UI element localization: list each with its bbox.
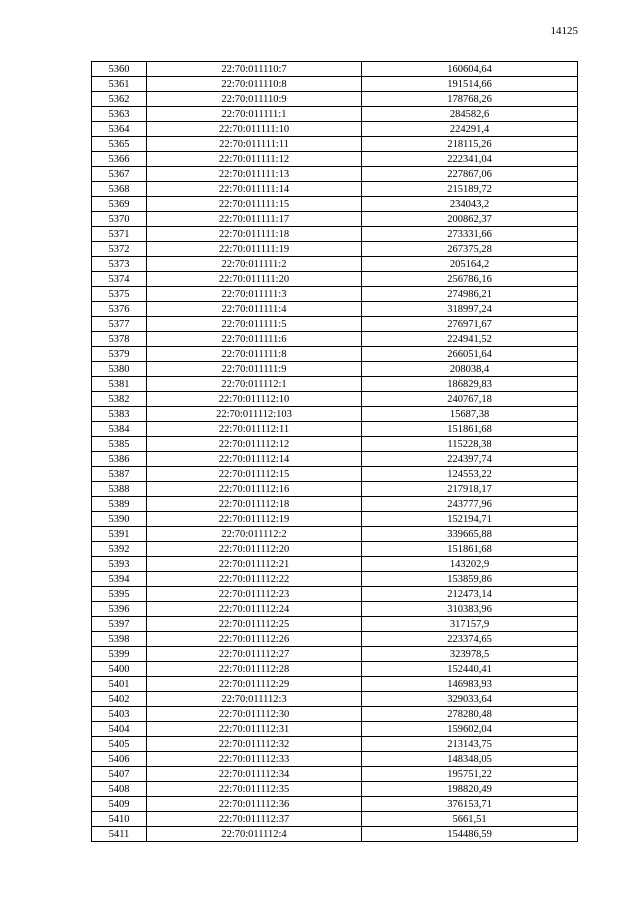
table-row (92, 782, 578, 797)
row-number-cell: 5371 (92, 227, 147, 242)
table-row (92, 332, 578, 347)
row-number-cell: 5407 (92, 767, 147, 782)
row-number-cell: 5374 (92, 272, 147, 287)
row-number-cell: 5362 (92, 92, 147, 107)
cadastral-number-cell: 22:70:011111:13 (147, 167, 362, 182)
row-number-cell: 5366 (92, 152, 147, 167)
cadastral-number-cell: 22:70:011112:35 (147, 782, 362, 797)
row-number-cell: 5376 (92, 302, 147, 317)
row-number-cell: 5369 (92, 197, 147, 212)
value-cell: 317157,9 (362, 617, 578, 632)
table-row (92, 317, 578, 332)
cadastral-number-cell: 22:70:011112:18 (147, 497, 362, 512)
value-cell: 376153,71 (362, 797, 578, 812)
table-row (92, 557, 578, 572)
table-row (92, 167, 578, 182)
value-cell: 124553,22 (362, 467, 578, 482)
value-cell: 240767,18 (362, 392, 578, 407)
cadastral-number-cell: 22:70:011111:8 (147, 347, 362, 362)
cadastral-number-cell: 22:70:011112:34 (147, 767, 362, 782)
value-cell: 159602,04 (362, 722, 578, 737)
row-number-cell: 5408 (92, 782, 147, 797)
page-number: 14125 (550, 25, 578, 37)
table-row (92, 617, 578, 632)
cadastral-number-cell: 22:70:011112:11 (147, 422, 362, 437)
cadastral-number-cell: 22:70:011112:3 (147, 692, 362, 707)
value-cell: 160604,64 (362, 62, 578, 77)
row-number-cell: 5377 (92, 317, 147, 332)
row-number-cell: 5385 (92, 437, 147, 452)
value-cell: 213143,75 (362, 737, 578, 752)
table-row (92, 137, 578, 152)
table-row (92, 467, 578, 482)
table-row (92, 272, 578, 287)
cadastral-number-cell: 22:70:011111:14 (147, 182, 362, 197)
table-row (92, 797, 578, 812)
table-row (92, 662, 578, 677)
table-row (92, 302, 578, 317)
value-cell: 224941,52 (362, 332, 578, 347)
value-cell: 256786,16 (362, 272, 578, 287)
row-number-cell: 5360 (92, 62, 147, 77)
cadastral-number-cell: 22:70:011110:8 (147, 77, 362, 92)
table-row (92, 152, 578, 167)
value-cell: 276971,67 (362, 317, 578, 332)
value-cell: 266051,64 (362, 347, 578, 362)
row-number-cell: 5380 (92, 362, 147, 377)
cadastral-number-cell: 22:70:011111:6 (147, 332, 362, 347)
value-cell: 323978,5 (362, 647, 578, 662)
value-cell: 267375,28 (362, 242, 578, 257)
table-row (92, 707, 578, 722)
table-row (92, 542, 578, 557)
value-cell: 151861,68 (362, 542, 578, 557)
value-cell: 186829,83 (362, 377, 578, 392)
table-row (92, 197, 578, 212)
value-cell: 200862,37 (362, 212, 578, 227)
cadastral-number-cell: 22:70:011112:1 (147, 377, 362, 392)
table-row (92, 497, 578, 512)
row-number-cell: 5395 (92, 587, 147, 602)
cadastral-number-cell: 22:70:011111:11 (147, 137, 362, 152)
value-cell: 5661,51 (362, 812, 578, 827)
table-row (92, 92, 578, 107)
row-number-cell: 5403 (92, 707, 147, 722)
row-number-cell: 5388 (92, 482, 147, 497)
table-row (92, 437, 578, 452)
row-number-cell: 5367 (92, 167, 147, 182)
value-cell: 151861,68 (362, 422, 578, 437)
row-number-cell: 5402 (92, 692, 147, 707)
value-cell: 15687,38 (362, 407, 578, 422)
cadastral-number-cell: 22:70:011111:9 (147, 362, 362, 377)
table-row (92, 347, 578, 362)
row-number-cell: 5401 (92, 677, 147, 692)
cadastral-number-cell: 22:70:011112:10 (147, 392, 362, 407)
row-number-cell: 5370 (92, 212, 147, 227)
table-row (92, 287, 578, 302)
value-cell: 191514,66 (362, 77, 578, 92)
cadastral-number-cell: 22:70:011111:10 (147, 122, 362, 137)
table-row (92, 227, 578, 242)
value-cell: 195751,22 (362, 767, 578, 782)
table-row (92, 737, 578, 752)
value-cell: 154486,59 (362, 827, 578, 842)
row-number-cell: 5389 (92, 497, 147, 512)
cadastral-number-cell: 22:70:011112:12 (147, 437, 362, 452)
value-cell: 215189,72 (362, 182, 578, 197)
cadastral-number-cell: 22:70:011112:24 (147, 602, 362, 617)
row-number-cell: 5364 (92, 122, 147, 137)
row-number-cell: 5398 (92, 632, 147, 647)
table-row (92, 602, 578, 617)
cadastral-number-cell: 22:70:011112:19 (147, 512, 362, 527)
cadastral-number-cell: 22:70:011112:33 (147, 752, 362, 767)
row-number-cell: 5396 (92, 602, 147, 617)
table-row (92, 827, 578, 842)
row-number-cell: 5391 (92, 527, 147, 542)
value-cell: 284582,6 (362, 107, 578, 122)
table-row (92, 482, 578, 497)
cadastral-number-cell: 22:70:011112:23 (147, 587, 362, 602)
table-row (92, 752, 578, 767)
table-row (92, 512, 578, 527)
table-row (92, 812, 578, 827)
row-number-cell: 5378 (92, 332, 147, 347)
value-cell: 115228,38 (362, 437, 578, 452)
row-number-cell: 5383 (92, 407, 147, 422)
row-number-cell: 5390 (92, 512, 147, 527)
value-cell: 274986,21 (362, 287, 578, 302)
cadastral-number-cell: 22:70:011112:32 (147, 737, 362, 752)
table-row (92, 62, 578, 77)
row-number-cell: 5387 (92, 467, 147, 482)
row-number-cell: 5404 (92, 722, 147, 737)
cadastral-number-cell: 22:70:011112:28 (147, 662, 362, 677)
cadastral-number-cell: 22:70:011112:2 (147, 527, 362, 542)
table-body (92, 62, 578, 842)
row-number-cell: 5406 (92, 752, 147, 767)
row-number-cell: 5373 (92, 257, 147, 272)
cadastral-number-cell: 22:70:011112:37 (147, 812, 362, 827)
cadastral-number-cell: 22:70:011112:14 (147, 452, 362, 467)
cadastral-number-cell: 22:70:011112:15 (147, 467, 362, 482)
table-row (92, 362, 578, 377)
table-row (92, 692, 578, 707)
table-row (92, 77, 578, 92)
cadastral-number-cell: 22:70:011112:27 (147, 647, 362, 662)
cadastral-number-cell: 22:70:011111:17 (147, 212, 362, 227)
row-number-cell: 5361 (92, 77, 147, 92)
table-row (92, 407, 578, 422)
table-row (92, 677, 578, 692)
cadastral-number-cell: 22:70:011111:1 (147, 107, 362, 122)
cadastral-number-cell: 22:70:011111:2 (147, 257, 362, 272)
value-cell: 205164,2 (362, 257, 578, 272)
row-number-cell: 5394 (92, 572, 147, 587)
value-cell: 146983,93 (362, 677, 578, 692)
row-number-cell: 5393 (92, 557, 147, 572)
value-cell: 208038,4 (362, 362, 578, 377)
cadastral-number-cell: 22:70:011111:19 (147, 242, 362, 257)
cadastral-number-cell: 22:70:011111:5 (147, 317, 362, 332)
cadastral-number-cell: 22:70:011111:3 (147, 287, 362, 302)
row-number-cell: 5379 (92, 347, 147, 362)
value-cell: 222341,04 (362, 152, 578, 167)
row-number-cell: 5411 (92, 827, 147, 842)
value-cell: 148348,05 (362, 752, 578, 767)
table-row (92, 722, 578, 737)
cadastral-value-table (91, 61, 578, 842)
cadastral-number-cell: 22:70:011112:26 (147, 632, 362, 647)
value-cell: 152194,71 (362, 512, 578, 527)
row-number-cell: 5392 (92, 542, 147, 557)
row-number-cell: 5386 (92, 452, 147, 467)
value-cell: 198820,49 (362, 782, 578, 797)
value-cell: 273331,66 (362, 227, 578, 242)
table-row (92, 572, 578, 587)
table-row (92, 257, 578, 272)
cadastral-number-cell: 22:70:011112:4 (147, 827, 362, 842)
table-row (92, 377, 578, 392)
table-row (92, 392, 578, 407)
value-cell: 329033,64 (362, 692, 578, 707)
row-number-cell: 5405 (92, 737, 147, 752)
table-row (92, 587, 578, 602)
value-cell: 227867,06 (362, 167, 578, 182)
row-number-cell: 5410 (92, 812, 147, 827)
value-cell: 339665,88 (362, 527, 578, 542)
cadastral-number-cell: 22:70:011110:7 (147, 62, 362, 77)
value-cell: 278280,48 (362, 707, 578, 722)
cadastral-number-cell: 22:70:011112:25 (147, 617, 362, 632)
value-cell: 224291,4 (362, 122, 578, 137)
cadastral-number-cell: 22:70:011111:12 (147, 152, 362, 167)
value-cell: 178768,26 (362, 92, 578, 107)
row-number-cell: 5381 (92, 377, 147, 392)
value-cell: 318997,24 (362, 302, 578, 317)
row-number-cell: 5372 (92, 242, 147, 257)
row-number-cell: 5375 (92, 287, 147, 302)
table-row (92, 182, 578, 197)
row-number-cell: 5409 (92, 797, 147, 812)
table-row (92, 122, 578, 137)
value-cell: 223374,65 (362, 632, 578, 647)
row-number-cell: 5399 (92, 647, 147, 662)
cadastral-number-cell: 22:70:011112:36 (147, 797, 362, 812)
table-row (92, 212, 578, 227)
cadastral-number-cell: 22:70:011112:30 (147, 707, 362, 722)
row-number-cell: 5400 (92, 662, 147, 677)
table-row (92, 242, 578, 257)
cadastral-number-cell: 22:70:011110:9 (147, 92, 362, 107)
table-row (92, 527, 578, 542)
cadastral-number-cell: 22:70:011111:4 (147, 302, 362, 317)
row-number-cell: 5363 (92, 107, 147, 122)
value-cell: 224397,74 (362, 452, 578, 467)
cadastral-number-cell: 22:70:011112:31 (147, 722, 362, 737)
row-number-cell: 5384 (92, 422, 147, 437)
cadastral-number-cell: 22:70:011111:15 (147, 197, 362, 212)
cadastral-number-cell: 22:70:011112:22 (147, 572, 362, 587)
cadastral-number-cell: 22:70:011112:29 (147, 677, 362, 692)
cadastral-number-cell: 22:70:011111:18 (147, 227, 362, 242)
row-number-cell: 5365 (92, 137, 147, 152)
value-cell: 243777,96 (362, 497, 578, 512)
value-cell: 234043,2 (362, 197, 578, 212)
table-row (92, 422, 578, 437)
value-cell: 143202,9 (362, 557, 578, 572)
table-row (92, 647, 578, 662)
cadastral-number-cell: 22:70:011112:103 (147, 407, 362, 422)
value-cell: 217918,17 (362, 482, 578, 497)
cadastral-number-cell: 22:70:011112:16 (147, 482, 362, 497)
table-row (92, 767, 578, 782)
value-cell: 310383,96 (362, 602, 578, 617)
cadastral-number-cell: 22:70:011111:20 (147, 272, 362, 287)
value-cell: 152440,41 (362, 662, 578, 677)
cadastral-number-cell: 22:70:011112:21 (147, 557, 362, 572)
row-number-cell: 5382 (92, 392, 147, 407)
row-number-cell: 5368 (92, 182, 147, 197)
table-row (92, 632, 578, 647)
value-cell: 218115,26 (362, 137, 578, 152)
table-row (92, 107, 578, 122)
value-cell: 212473,14 (362, 587, 578, 602)
table-row (92, 452, 578, 467)
row-number-cell: 5397 (92, 617, 147, 632)
value-cell: 153859,86 (362, 572, 578, 587)
cadastral-number-cell: 22:70:011112:20 (147, 542, 362, 557)
